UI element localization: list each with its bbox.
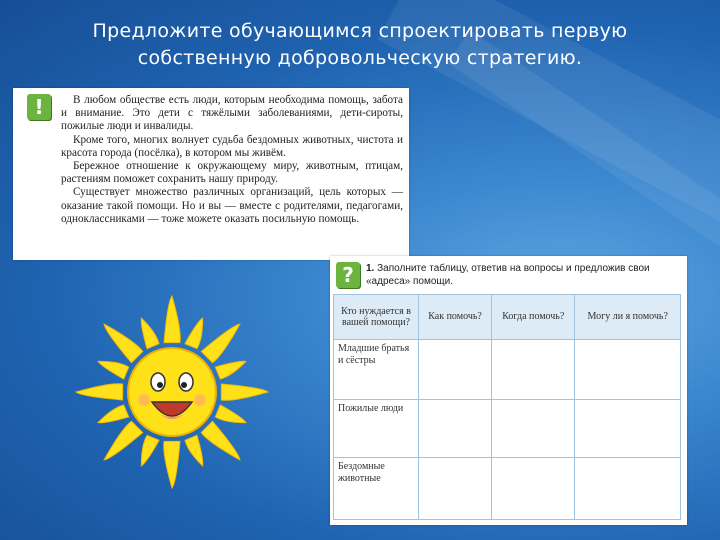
text-excerpt-panel bbox=[13, 88, 409, 260]
sun-ray bbox=[98, 361, 129, 379]
task-text: Заполните таблицу, ответив на вопросы и предложив свои «адреса» помощи. bbox=[366, 263, 650, 287]
sun-ray bbox=[164, 296, 180, 343]
table-cell[interactable] bbox=[419, 458, 492, 520]
slide-title-line-1: Предложите обучающимся спроектировать первую bbox=[92, 20, 628, 42]
excerpt-paragraph: В любом обществе есть люди, которым необходима помощь, забота и внимание. Это дети с тяжёлыми заболеваниями, дети-сироты, пожилые люди и инвалиды. bbox=[61, 94, 403, 133]
task-number: 1. bbox=[366, 263, 375, 274]
excerpt-text bbox=[61, 94, 403, 226]
table-header-row bbox=[334, 295, 681, 340]
slide-title-line-2: собственную добровольческую стратегию. bbox=[137, 47, 583, 69]
table-row bbox=[334, 458, 681, 520]
question-badge-icon: ? bbox=[336, 262, 360, 288]
table-cell[interactable] bbox=[492, 340, 575, 400]
help-planning-table bbox=[333, 294, 681, 520]
sun-ray bbox=[141, 435, 159, 466]
table-cell[interactable] bbox=[575, 458, 681, 520]
column-header-can-i: Могу ли я помочь? bbox=[575, 295, 681, 340]
table-cell[interactable] bbox=[492, 400, 575, 458]
table-row bbox=[334, 340, 681, 400]
sun-ray bbox=[141, 318, 159, 349]
sun-ray bbox=[201, 421, 240, 460]
excerpt-paragraph: Существует множество различных организаций, цель которых — оказание такой помощи. Но и вы — вместе с родителями, педагогами, одноклассниками — тоже можете оказать посильную помощь. bbox=[61, 186, 403, 225]
row-label: Младшие братья и сёстры bbox=[334, 340, 419, 400]
row-label: Пожилые люди bbox=[334, 400, 419, 458]
column-header-who: Кто нуждается в вашей помощи? bbox=[334, 295, 419, 340]
sun-ray bbox=[104, 421, 143, 460]
table-row bbox=[334, 400, 681, 458]
table-cell[interactable] bbox=[575, 400, 681, 458]
excerpt-paragraph: Кроме того, многих волнует судьба бездомных животных, чистота и красота города (посёлка), в котором мы живём. bbox=[61, 133, 403, 159]
exclamation-badge-icon: ! bbox=[27, 94, 51, 120]
sun-ray bbox=[185, 318, 203, 349]
table-cell[interactable] bbox=[419, 340, 492, 400]
table-cell[interactable] bbox=[575, 340, 681, 400]
excerpt-paragraph: Бережное отношение к окружающему миру, животным, птицам, растениям поможет сохранить нашу природу. bbox=[61, 160, 403, 186]
column-header-how: Как помочь? bbox=[419, 295, 492, 340]
sun-ray bbox=[215, 405, 246, 423]
sun-ray bbox=[185, 435, 203, 466]
slide-title bbox=[30, 18, 690, 72]
task-table-panel bbox=[330, 256, 687, 525]
sun-ray bbox=[98, 405, 129, 423]
sun-ray bbox=[164, 441, 180, 488]
sun-ray bbox=[104, 324, 143, 363]
table-cell[interactable] bbox=[492, 458, 575, 520]
table-cell[interactable] bbox=[419, 400, 492, 458]
sun-ray bbox=[201, 324, 240, 363]
task-instruction bbox=[366, 262, 681, 288]
smiling-sun-icon bbox=[72, 292, 272, 492]
sun-ray bbox=[76, 384, 123, 400]
sun-ray bbox=[221, 384, 268, 400]
sun-ray bbox=[215, 361, 246, 379]
column-header-when: Когда помочь? bbox=[492, 295, 575, 340]
row-label: Бездомные животные bbox=[334, 458, 419, 520]
